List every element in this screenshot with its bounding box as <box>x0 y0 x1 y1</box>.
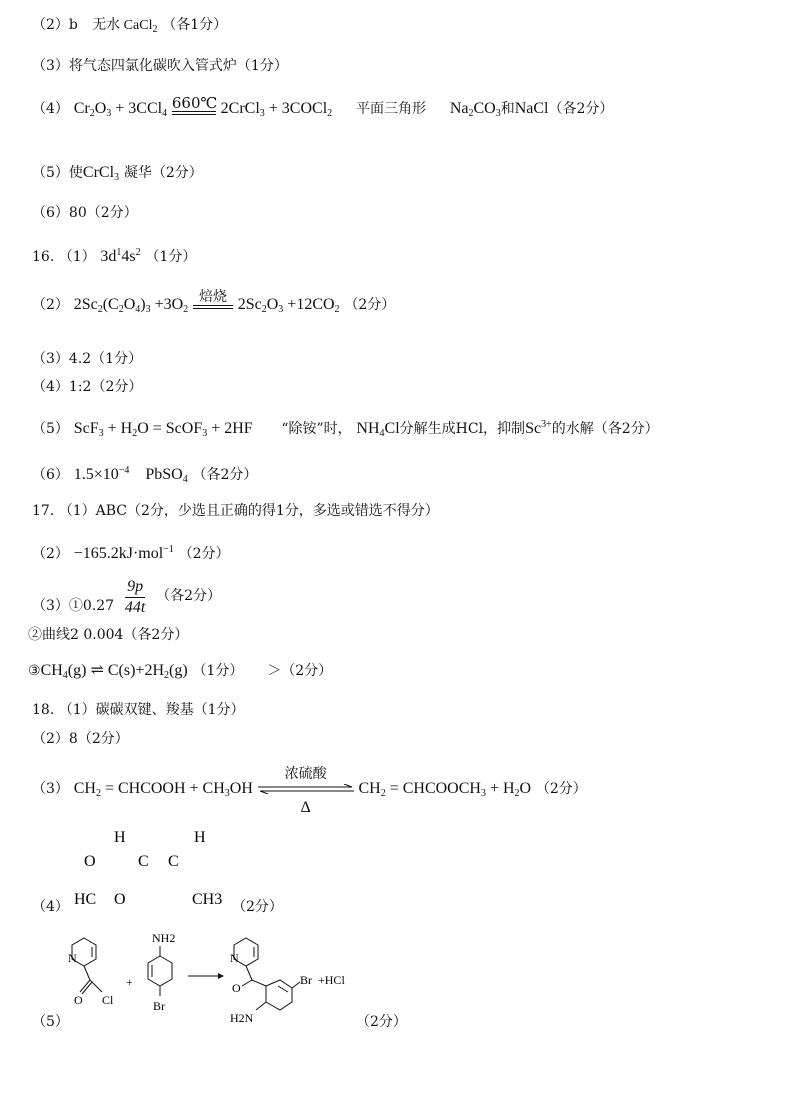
label-br1: Br <box>153 999 165 1013</box>
q15-4-num: （4） <box>32 101 69 117</box>
roast-arrow: 焙烧 <box>193 290 233 309</box>
label-cl: Cl <box>102 993 114 1007</box>
q17-3c-line: $③CH_4(g)$ ⇌ $C(s)+2H_2(g)$ （1分） ＞（2分） <box>28 662 333 681</box>
atom-c2: C <box>168 853 179 870</box>
q16-3-line: （3）4.2（1分） <box>32 351 143 367</box>
reversible-arrow: 浓硫酸 Δ <box>258 784 354 794</box>
q16-4-line: （4）1:2（2分） <box>32 379 143 395</box>
label-n1: N <box>68 951 77 965</box>
q15-4-line: （4） $Cr_2O_3 + 3CCl_4$ 660℃ 2CrCl$_3$ + 3COCl$_2$ 平面三角形 $Na_2CO_3$和NaCl（各2分） <box>32 93 614 119</box>
reagent: 无水 CaCl$_2$ <box>92 18 158 35</box>
label-br2: Br <box>300 973 312 987</box>
q18-2-line: （2）8（2分） <box>32 731 129 747</box>
q18-4-num: （4） <box>32 899 69 915</box>
label-o: O <box>74 993 83 1007</box>
atom-hc: HC <box>74 891 97 908</box>
label-nh2: NH2 <box>152 931 176 945</box>
q18-1-line: 18. （1）碳碳双键、羧基（1分） <box>32 702 245 718</box>
atom-o1: O <box>84 853 96 870</box>
q15-3-line: （3）将气态四氯化碳吹入管式炉（1分） <box>32 58 288 74</box>
q16-1-line: 16. （1） $3d^14s^2$ （1分） <box>32 247 197 265</box>
q18-5-num: （5） <box>32 1014 69 1030</box>
q18-4-structure <box>70 826 230 912</box>
q18-4-score: （2分） <box>232 899 283 915</box>
condition: 660℃ <box>171 93 218 112</box>
q15-2-line <box>32 14 227 40</box>
fraction: $\frac{9p}{44t}$ <box>124 578 146 616</box>
q17-3-line: （3）①0.27 $\frac{9p}{44t}$ （各2分） <box>32 578 222 616</box>
atom-h2: H <box>194 829 206 846</box>
label-hcl: +HCl <box>318 973 345 987</box>
reaction-eq: $Cr_2O_3 + 3CCl_4$ <box>73 100 168 119</box>
q18-5-score: （2分） <box>356 1014 407 1030</box>
label-n2: N <box>230 951 239 965</box>
atom-h1: H <box>114 829 126 846</box>
q17-1-line: 17. （1）ABC（2分，少选且正确的得1分，多选或错选不得分） <box>32 503 439 519</box>
q18-5-scheme <box>60 930 360 1030</box>
q16-6-line: （6） $1.5\times 10^{-4}$ PbSO$_4$ （各2分） <box>32 465 258 485</box>
label-h2n: H2N <box>230 1011 254 1025</box>
atom-c1: C <box>138 853 149 870</box>
label-o2: O <box>232 981 241 995</box>
label-plus: + <box>126 975 133 989</box>
atom-o2: O <box>114 891 126 908</box>
equals-arrow <box>171 93 218 115</box>
q18-3-line: （3） $CH_2$ = CHCOOH + $CH_3OH$ 浓硫酸 Δ $CH_2$ = $CHCOOCH_3 + H_2O$ （2分） <box>32 766 587 816</box>
q16-5-line: （5） $ScF_3 + H_2O$ = ScOF$_3$ + 2HF “除铵”时， $NH_4Cl$分解生成HCl，抑制$Sc^{3+}$的水解（各2分） <box>32 419 659 439</box>
atom-ch3: CH3 <box>192 891 223 908</box>
q15-5-line: （5）使CrCl$_3$ 凝华（2分） <box>32 164 203 183</box>
q17-2-line: （2） −165.2kJ·mol$^{-1}$ （2分） <box>32 544 230 562</box>
q15-2-num: （2）b <box>32 17 78 33</box>
score: （各1分） <box>162 17 228 33</box>
shape-text: 平面三角形 <box>355 101 426 117</box>
q17-3b-line: ②曲线2 0.004（各2分） <box>28 627 189 643</box>
q15-6-line: （6）80（2分） <box>32 205 138 221</box>
score: （各2分） <box>548 101 614 117</box>
q16-2-line: （2） $2Sc_2(C_2O_4)_3 +3O_2$ 焙烧 $2Sc_2O_3 +12CO_2$ （2分） <box>32 288 396 315</box>
